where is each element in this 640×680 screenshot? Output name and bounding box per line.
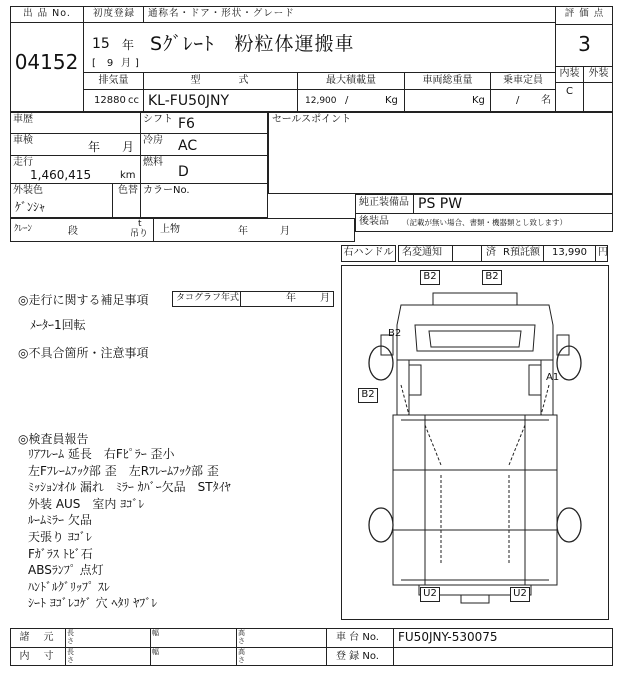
tachograph-label: タコグラフ年式 (176, 293, 240, 303)
report-line: ﾙｰﾑﾐﾗｰ 欠品 (28, 513, 92, 528)
reg-year-unit: 年 (122, 38, 135, 52)
color-change-label: 色替 (118, 185, 138, 196)
registration-no-label: 登 録 No. (336, 651, 379, 662)
lot-number: 04152 (14, 50, 79, 74)
fuel-label: 燃料 (143, 157, 163, 168)
report-line: ABSﾗﾝﾌﾟ 点灯 (28, 563, 104, 578)
displacement-unit: cc (128, 95, 139, 106)
report-line: 天張り ﾖｺﾞﾚ (28, 529, 92, 544)
damage-mark: B2 (388, 328, 402, 339)
max-load-label: 最大積載量 (326, 75, 376, 86)
gross-weight-label: 車両総重量 (422, 75, 473, 86)
color-no-label: カラーNo. (143, 185, 190, 196)
shift-value: F6 (178, 116, 195, 132)
upper-body-label: 上物 (160, 224, 180, 235)
defects-title: ◎不具合箇所・注意事項 (18, 346, 149, 360)
meter-note: ﾒｰﾀｰ1回転 (30, 318, 86, 332)
damage-mark: B2 (358, 388, 378, 403)
mileage-value: 1,460,415 (30, 168, 92, 182)
report-line: Fｶﾞﾗｽ ﾄﾋﾞ石 (28, 546, 93, 561)
score-label: 評 価 点 (564, 8, 605, 19)
report-line: ﾐｯｼｮﾝｵｲﾙ 漏れ ﾐﾗｰ ｶﾊﾞｰ欠品 STﾀｲﾔ (28, 480, 231, 495)
ac-label: 冷房 (143, 135, 163, 146)
reg-month: 9 (106, 58, 114, 69)
equipment-label: 純正装備品 (359, 197, 409, 208)
recycle-paid: 済 (486, 247, 496, 258)
driving-notes-title: ◎走行に関する補足事項 (18, 293, 149, 307)
inner-dims-label: 内 寸 (19, 651, 56, 662)
crane-row (10, 218, 355, 242)
name-change-label: 名変通知 (402, 247, 442, 258)
report-line: ﾘｱﾌﾚｰﾑ 延長 右Fﾋﾟﾗｰ 歪小 (28, 447, 175, 461)
report-line: ｼｰﾄ ﾖｺﾞﾚｺｹﾞ 穴 ﾍﾀﾘ ﾔﾌﾞﾚ (28, 596, 158, 611)
max-load-value: 12,900 (305, 96, 337, 106)
mileage-label: 走行 (13, 157, 33, 168)
gross-weight-unit: Kg (472, 95, 485, 106)
history-label: 車歴 (13, 114, 33, 125)
capacity-label: 乗車定員 (503, 75, 543, 86)
reg-year: 15 (92, 36, 110, 52)
truck-outline-icon (341, 265, 609, 620)
recycle-label: R預託额 (503, 247, 540, 258)
inspector-report-title: ◎検査員報告 (18, 432, 89, 446)
equipment-value: PS PW (418, 196, 463, 212)
fuel-value: D (178, 164, 189, 180)
displacement-value: 12880 (94, 95, 126, 106)
inspection-label: 車検 (13, 135, 33, 146)
car-name-label: 通称名・ドア・形状・グレード (148, 8, 295, 19)
exterior-color-label: 外装色 (13, 185, 43, 196)
interior-grade: C (566, 86, 573, 97)
vehicle-info-block (10, 112, 268, 218)
recycle-amount: 13,990 (552, 247, 587, 258)
crane-label: ｸﾚｰﾝ (14, 224, 33, 234)
car-name: Sｸﾞﾚｰﾄ 粉粒体運搬車 (150, 33, 355, 55)
specs-label: 諸 元 (19, 632, 56, 643)
capacity-unit: 名 (541, 95, 551, 106)
reg-month-unit: 月 (121, 58, 131, 69)
lot-no-label: 出 品 No. (23, 8, 71, 19)
damage-mark: B2 (420, 270, 440, 285)
first-registration-label: 初度登録 (92, 8, 135, 19)
inspector-report-list (28, 446, 231, 612)
max-load-unit: Kg (385, 95, 398, 106)
interior-grade-label: 内装 (559, 68, 580, 79)
displacement-label: 排気量 (98, 75, 129, 86)
ac-value: AC (178, 138, 198, 154)
sales-point-label: セールスポイント (272, 114, 352, 125)
report-line: ﾊﾝﾄﾞﾙｸﾞﾘｯﾌﾟ ｽﾚ (28, 579, 110, 594)
overall-score: 3 (578, 32, 591, 56)
exterior-grade-label: 外装 (588, 68, 609, 79)
report-line: 左Fﾌﾚｰﾑﾌｯｸ部 歪 左Rﾌﾚｰﾑﾌｯｸ部 歪 (28, 463, 219, 478)
model-value: KL-FU50JNY (148, 93, 230, 109)
aftermarket-label: 後装品 (359, 216, 389, 227)
mileage-unit: km (120, 170, 136, 181)
exterior-color-value: ｹﾞﾝｼｬ (15, 200, 46, 214)
damage-mark: U2 (420, 587, 440, 602)
damage-mark: U2 (510, 587, 530, 602)
aftermarket-note: （記載が無い場合、書類・機器類とし致します） (402, 218, 567, 227)
report-line: 外装 AUS 室内 ﾖｺﾞﾚ (28, 496, 145, 511)
chassis-no-label: 車 台 No. (336, 632, 379, 643)
model-label: 型 式 (190, 75, 251, 86)
chassis-no: FU50JNY-530075 (398, 630, 498, 644)
right-hand-drive: 右ハンドル (343, 247, 394, 258)
damage-mark: B2 (482, 270, 502, 285)
shift-label: シフト (143, 114, 173, 125)
damage-mark: A1 (546, 372, 560, 383)
